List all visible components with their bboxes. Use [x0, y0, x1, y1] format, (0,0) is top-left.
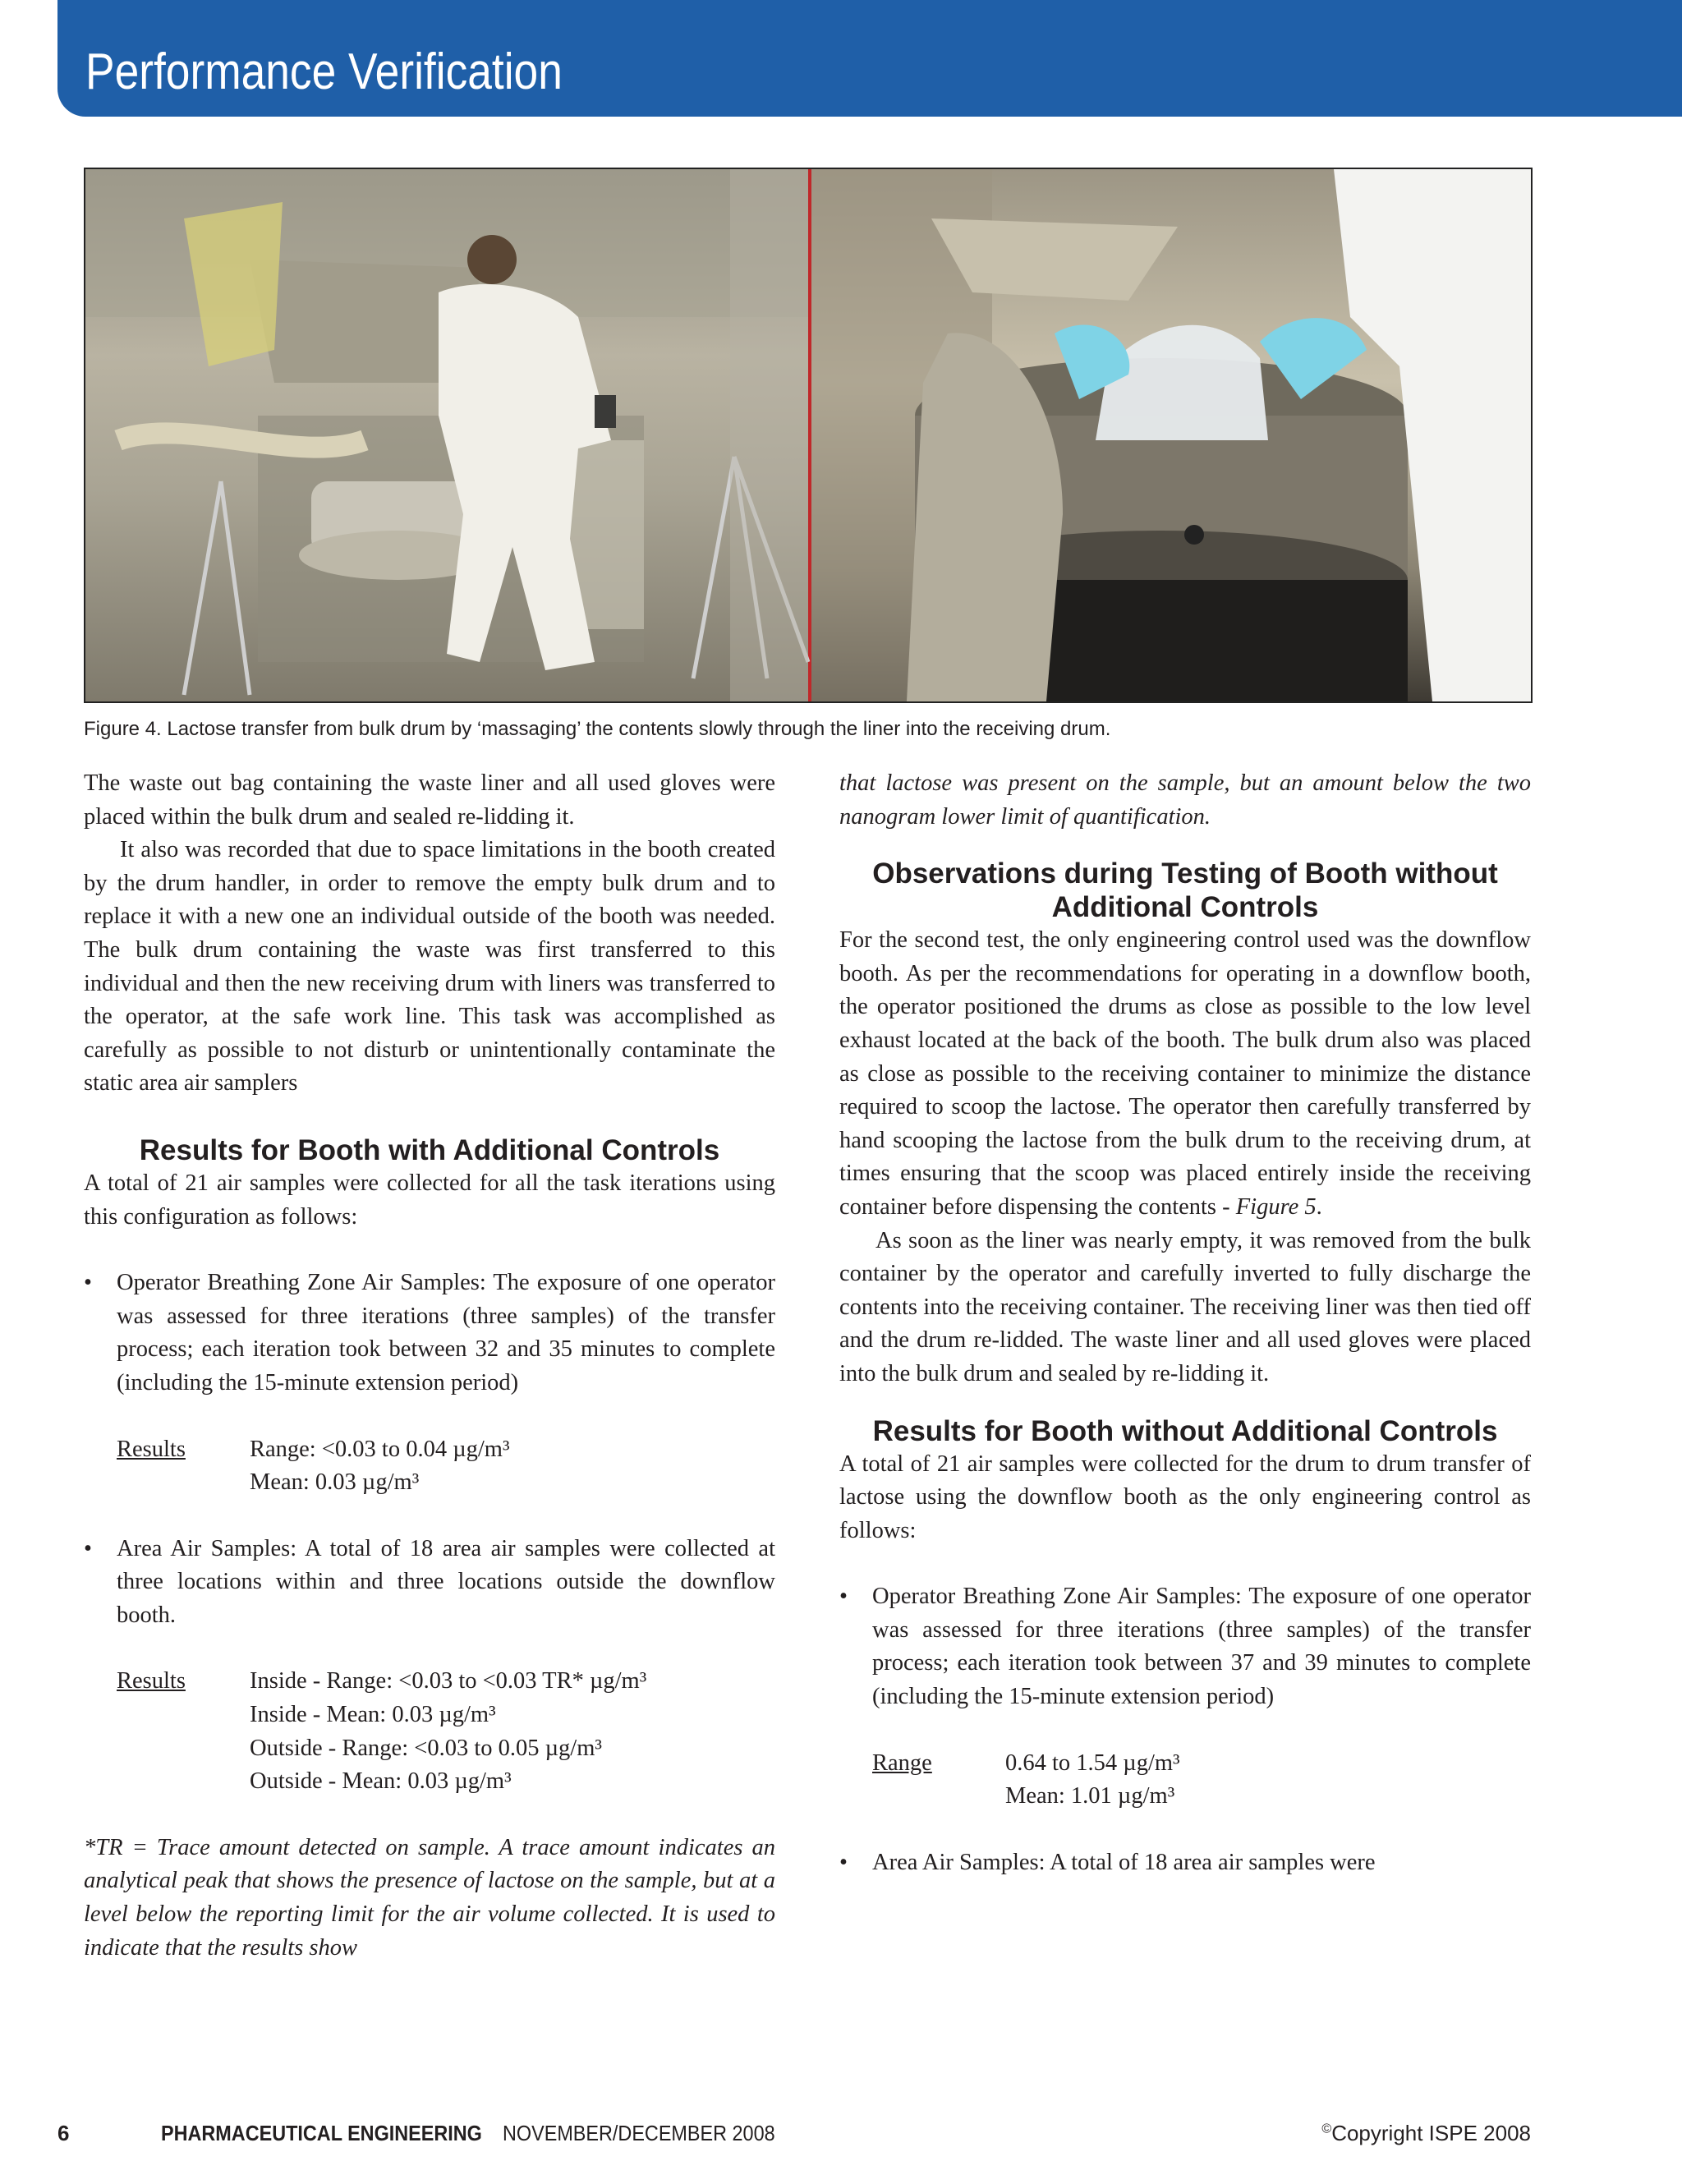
- paragraph: For the second test, the only engineering control used was the downflow booth. As per the recommendations for operating in a downflow booth, the operator positioned the drums as close as possible to the low level exhaust located at the back of the booth. The bulk drum also was placed as close as possible to the receiving container to minimize the distance required to scoop the lactose. The operator then carefully transferred by hand scooping the lactose from the bulk drum to the receiving drum, at times ensuring that the scoop was placed entirely inside the receiving container before dispensing the contents - Figure 5.: [839, 927, 1531, 1220]
- results-label: Results: [117, 1436, 186, 1462]
- results-value: Outside - Range: <0.03 to 0.05 µg/m³: [250, 1735, 602, 1761]
- paragraph: A total of 21 air samples were collected for the drum to drum transfer of lactose using the downflow booth as the only engineering control as follows:: [839, 1451, 1531, 1543]
- publication-name: PHARMACEUTICAL ENGINEERING: [161, 2121, 482, 2145]
- figure-reference: Figure 5: [1235, 1193, 1317, 1220]
- section-heading: Results for Booth without Additional Controls: [872, 1414, 1498, 1447]
- copyright-symbol: ©: [1321, 2122, 1332, 2136]
- paragraph: It also was recorded that due to space limitations in the booth created by the drum handler, in order to remove the empty bulk drum and to replace it with a new one an individual outside of the booth was needed. The bulk drum containing the waste was first transferred to this individual and then the new receiving drum with liners was transferred to the operator, at the safe work line. This task was accomplished as carefully as possible to not disturb or unintentionally contaminate the static area air samplers: [84, 837, 775, 1097]
- bullet-item: • Area Air Samples: A total of 18 area air samples were: [839, 1846, 1531, 1880]
- copyright-text: Copyright ISPE 2008: [1331, 2121, 1531, 2145]
- header-banner: [57, 0, 1682, 117]
- results-block: [84, 1665, 775, 1798]
- bullet-item: • Operator Breathing Zone Air Samples: The exposure of one operator was assessed for three iterations (three samples) of the transfer process; each iteration took between 32 and 35 minutes to complete (including the 15-minute extension period): [84, 1267, 775, 1400]
- results-value: Inside - Mean: 0.03 µg/m³: [250, 1702, 496, 1728]
- paragraph-text: For the second test, the only engineering control used was the downflow booth. As per the recommendations for operating in a downflow booth, the operator positioned the drums as close as possible to the low level exhaust located at the back of the booth. The bulk drum also was placed as close as possible to the receiving container to minimize the distance required to scoop the lactose. The operator then carefully transferred by hand scooping the lactose from the bulk drum to the receiving drum, at times ensuring that the scoop was placed entirely inside the receiving container before dispensing the contents -: [839, 927, 1531, 1220]
- page-number: 6: [57, 2121, 70, 2145]
- page-footer: [0, 2121, 1682, 2154]
- results-label: Range: [872, 1749, 932, 1776]
- results-value: Inside - Range: <0.03 to <0.03 TR* µg/m³: [250, 1668, 647, 1694]
- section-title: Performance Verification: [85, 44, 563, 100]
- results-value: Mean: 0.03 µg/m³: [250, 1469, 420, 1496]
- footnote: *TR = Trace amount detected on sample. A trace amount indicates an analytical peak that shows the presence of lactose on the sample, but at a level below the reporting limit for the air volume collected. It is used to indicate that the results show: [84, 1834, 775, 1961]
- results-value: Outside - Mean: 0.03 µg/m³: [250, 1768, 512, 1795]
- figure-caption: Figure 4. Lactose transfer from bulk drum by ‘massaging’ the contents slowly through the liner into the receiving drum.: [84, 718, 1111, 740]
- copyright: [1321, 2121, 1531, 2146]
- results-value: 0.64 to 1.54 µg/m³: [1005, 1749, 1180, 1776]
- footnote-continued: that lactose was present on the sample, but an amount below the two nanogram lower limit of quantification.: [839, 770, 1531, 830]
- results-value: Mean: 1.01 µg/m³: [1005, 1783, 1175, 1809]
- section-heading: Observations during Testing of Booth without Additional Controls: [872, 858, 1498, 924]
- results-block: [84, 1433, 775, 1500]
- issue-date: NOVEMBER/DECEMBER 2008: [503, 2121, 775, 2145]
- results-label: Results: [117, 1668, 186, 1694]
- paragraph: The waste out bag containing the waste liner and all used gloves were placed within the bulk drum and sealed re-lidding it.: [84, 770, 775, 830]
- bullet-item: • Operator Breathing Zone Air Samples: The exposure of one operator was assessed for three iterations (three samples) of the transfer process; each iteration took between 37 and 39 minutes to complete (including the 15-minute extension period): [839, 1580, 1531, 1713]
- right-column: [839, 767, 1531, 1879]
- figure-4-photo: [84, 168, 1533, 703]
- section-heading: Results for Booth with Additional Controls: [139, 1133, 720, 1166]
- results-value: Range: <0.03 to 0.04 µg/m³: [250, 1436, 510, 1462]
- bullet-item: • Area Air Samples: A total of 18 area air samples were collected at three locations within and three locations outside the downflow booth.: [84, 1533, 775, 1633]
- paragraph: As soon as the liner was nearly empty, it was removed from the bulk container by the operator and carefully inverted to fully discharge the contents into the receiving container. The receiving liner was then tied off and the drum re-lidded. The waste liner and all used gloves were placed into the bulk drum and sealed by re-lidding it.: [839, 1227, 1531, 1386]
- photo-illustration: [85, 169, 1531, 701]
- results-block: [839, 1747, 1531, 1814]
- paragraph: A total of 21 air samples were collected for all the task iterations using this configuration as follows:: [84, 1170, 775, 1230]
- left-column: [84, 767, 775, 1965]
